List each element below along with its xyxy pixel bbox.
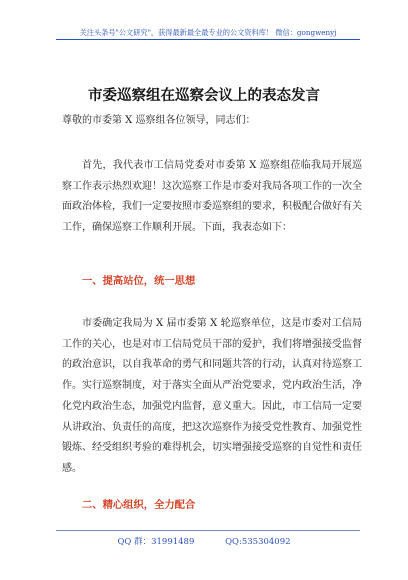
footer-qq-group: QQ 群：31991489 bbox=[117, 537, 195, 547]
section-1-paragraph: 市委确定我局为 X 届市委第 X 轮巡察单位，这是市委对工信局工作的关心，也是对市工信局党员干部的爱护，我们将增强接受监督的政治意识，以自我革命的勇气和同题共答的行动，认真对待巡察工作。实行巡察制度，对于落实全面从严治党要求，党内政治生活，净化党内政治生态，加强党内监督，意义重大。因此，市工信局一定要从讲政治、负责任的高度，把这次巡察作为接受党性教育、加强党性锻炼、经受组织考验的难得机会，切实增强接受巡察的自觉性和责任感。 bbox=[62, 318, 362, 474]
footer-divider bbox=[56, 530, 360, 531]
intro-paragraph: 首先，我代表市工信局党委对市委第 X 巡察组莅临我局开展巡察工作表示热烈欢迎！这次巡察工作是市委对我局各项工作的一次全面政治体检，我们一定要按照市委巡察组的要求，积极配合做好有关工作，确保巡察工作顺利开展。下面，我表态如下： bbox=[62, 160, 362, 234]
salutation: 尊敬的市委第 X 巡察组各位领导，同志们： bbox=[62, 115, 256, 126]
footer-qq: QQ:535304092 bbox=[225, 537, 291, 547]
page-footer bbox=[0, 535, 408, 547]
section-1-heading: 一、提高站位，统一思想 bbox=[82, 275, 196, 287]
header-divider bbox=[56, 39, 360, 40]
page-header-banner: 关注头条号"公文研究"，获得最新最全最专业的公文资料库！ 微信：gongwenyj bbox=[79, 28, 337, 37]
document-title: 市委巡察组在巡察会议上的表态发言 bbox=[88, 87, 320, 104]
section-2-heading: 二、精心组织，全力配合 bbox=[82, 499, 196, 511]
